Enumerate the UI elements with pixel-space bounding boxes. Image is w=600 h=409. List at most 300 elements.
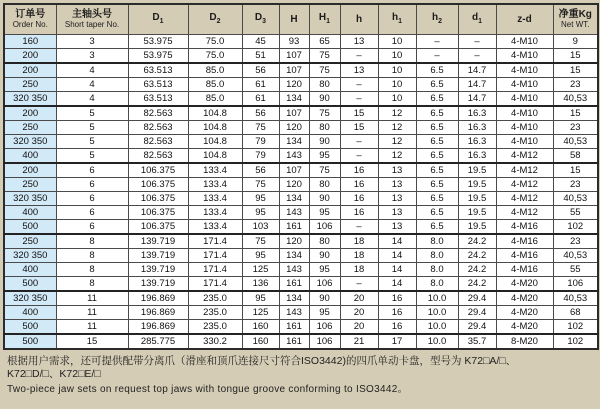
spec-cell: 4 — [56, 78, 128, 92]
spec-cell: 90 — [309, 192, 340, 206]
column-header: $d_1$ — [458, 4, 496, 35]
spec-cell: 120 — [279, 178, 309, 192]
order-no-cell: 250 — [4, 178, 56, 192]
spec-cell: 75 — [309, 49, 340, 64]
spec-cell: 14 — [378, 249, 416, 263]
spec-cell: 29.4 — [458, 291, 496, 306]
spec-cell: 20 — [340, 320, 378, 335]
spec-cell: 19.5 — [458, 178, 496, 192]
spec-cell: 4-M12 — [496, 163, 553, 178]
table-row — [4, 135, 598, 149]
spec-cell: 6.5 — [416, 178, 458, 192]
spec-cell: 61 — [242, 92, 279, 107]
table-row — [4, 306, 598, 320]
spec-cell: 11 — [56, 291, 128, 306]
spec-cell: 16.3 — [458, 135, 496, 149]
spec-cell: 63.513 — [128, 78, 188, 92]
spec-cell: 63.513 — [128, 63, 188, 78]
spec-cell: 15 — [553, 63, 598, 78]
spec-cell: 85.0 — [188, 63, 242, 78]
spec-cell: 19.5 — [458, 220, 496, 235]
spec-cell: 23 — [553, 234, 598, 249]
spec-cell: 285.775 — [128, 334, 188, 349]
note-zh-line2: K72□D/□、K72□E/□ — [7, 368, 101, 380]
spec-cell: 6.5 — [416, 92, 458, 107]
spec-cell: 120 — [279, 78, 309, 92]
spec-cell: 161 — [279, 220, 309, 235]
note-zh-line1: 根据用户需求，还可提供配带分离爪（滑座和顶爪连接尺寸符合ISO3442)的四爪单动卡盘，型号为 K72□A/□、 — [7, 355, 517, 367]
spec-cell: 4-M16 — [496, 220, 553, 235]
spec-cell: 106.375 — [128, 206, 188, 220]
spec-cell: 143 — [279, 206, 309, 220]
spec-cell: 143 — [279, 263, 309, 277]
spec-cell: 143 — [279, 306, 309, 320]
table-row — [4, 178, 598, 192]
order-no-cell: 250 — [4, 121, 56, 135]
spec-cell: 65 — [309, 35, 340, 49]
table-row — [4, 277, 598, 292]
spec-cell: 95 — [309, 263, 340, 277]
spec-cell: 16 — [378, 291, 416, 306]
spec-cell: 161 — [279, 334, 309, 349]
spec-cell: 4-M10 — [496, 121, 553, 135]
table-row — [4, 220, 598, 235]
spec-cell: 4-M10 — [496, 35, 553, 49]
spec-cell: 10.0 — [416, 320, 458, 335]
spec-cell: 17 — [378, 334, 416, 349]
spec-cell: 75 — [242, 178, 279, 192]
table-row — [4, 291, 598, 306]
spec-cell: 134 — [279, 192, 309, 206]
spec-cell: 12 — [378, 149, 416, 164]
order-no-cell: 400 — [4, 306, 56, 320]
spec-cell: 93 — [279, 35, 309, 49]
spec-cell: 6 — [56, 192, 128, 206]
spec-cell: 5 — [56, 121, 128, 135]
spec-cell: 133.4 — [188, 206, 242, 220]
spec-cell: 125 — [242, 306, 279, 320]
spec-cell: 104.8 — [188, 149, 242, 164]
spec-cell: 125 — [242, 263, 279, 277]
spec-cell: 75.0 — [188, 35, 242, 49]
table-header — [4, 4, 598, 35]
column-header: 净重Kg Net WT. — [553, 4, 598, 35]
order-no-cell: 500 — [4, 320, 56, 335]
spec-cell: 75 — [309, 106, 340, 121]
order-no-cell: 160 — [4, 35, 56, 49]
spec-cell: – — [458, 49, 496, 64]
spec-cell: 18 — [340, 263, 378, 277]
spec-cell: 16 — [340, 178, 378, 192]
spec-cell: 29.4 — [458, 320, 496, 335]
spec-cell: 56 — [242, 63, 279, 78]
spec-cell: 133.4 — [188, 163, 242, 178]
spec-cell: 4-M10 — [496, 92, 553, 107]
spec-cell: 24.2 — [458, 277, 496, 292]
spec-cell: 133.4 — [188, 220, 242, 235]
spec-cell: 12 — [378, 135, 416, 149]
order-no-cell: 200 — [4, 106, 56, 121]
spec-cell: 4-M16 — [496, 234, 553, 249]
spec-cell: 171.4 — [188, 249, 242, 263]
spec-cell: 19.5 — [458, 163, 496, 178]
spec-cell: 24.2 — [458, 249, 496, 263]
order-no-cell: 400 — [4, 263, 56, 277]
spec-cell: 90 — [309, 291, 340, 306]
spec-cell: 4-M12 — [496, 178, 553, 192]
table-row — [4, 206, 598, 220]
spec-cell: 4-M10 — [496, 63, 553, 78]
spec-cell: 6 — [56, 220, 128, 235]
order-no-cell: 500 — [4, 334, 56, 349]
table-body — [4, 35, 598, 350]
spec-cell: 6 — [56, 163, 128, 178]
spec-cell: 90 — [309, 92, 340, 107]
spec-cell: 6.5 — [416, 63, 458, 78]
spec-cell: 5 — [56, 106, 128, 121]
column-header: $D_3$ — [242, 4, 279, 35]
spec-cell: 14.7 — [458, 63, 496, 78]
table-row — [4, 63, 598, 78]
spec-cell: 133.4 — [188, 178, 242, 192]
order-no-cell: 500 — [4, 277, 56, 292]
spec-cell: 106 — [309, 277, 340, 292]
spec-cell: 75 — [309, 163, 340, 178]
spec-cell: 18 — [340, 249, 378, 263]
spec-cell: 90 — [309, 135, 340, 149]
order-no-cell: 200 — [4, 63, 56, 78]
spec-cell: 75 — [309, 63, 340, 78]
spec-cell: 161 — [279, 277, 309, 292]
spec-cell: 14 — [378, 277, 416, 292]
spec-cell: – — [340, 149, 378, 164]
spec-cell: 51 — [242, 49, 279, 64]
spec-cell: 6 — [56, 206, 128, 220]
spec-cell: 85.0 — [188, 78, 242, 92]
table-row — [4, 78, 598, 92]
spec-cell: 160 — [242, 320, 279, 335]
spec-cell: 6.5 — [416, 106, 458, 121]
spec-cell: 11 — [56, 306, 128, 320]
spec-cell: 6.5 — [416, 163, 458, 178]
spec-cell: 106 — [309, 220, 340, 235]
spec-cell: 330.2 — [188, 334, 242, 349]
spec-cell: 13 — [340, 35, 378, 49]
note-en: Two-piece jaw sets on request top jaws with tongue groove conforming to ISO3442。 — [7, 384, 408, 395]
spec-cell: 61 — [242, 78, 279, 92]
spec-cell: 19.5 — [458, 192, 496, 206]
spec-cell: 79 — [242, 149, 279, 164]
spec-cell: 3 — [56, 49, 128, 64]
spec-cell: 134 — [279, 291, 309, 306]
spec-cell: – — [340, 277, 378, 292]
spec-cell: 16 — [340, 206, 378, 220]
spec-cell: 10 — [378, 49, 416, 64]
spec-cell: 4-M20 — [496, 277, 553, 292]
table-row — [4, 320, 598, 335]
order-no-cell: 400 — [4, 206, 56, 220]
spec-cell: 143 — [279, 149, 309, 164]
table-row — [4, 35, 598, 49]
spec-cell: 16 — [340, 192, 378, 206]
table-row — [4, 192, 598, 206]
spec-cell: 161 — [279, 320, 309, 335]
spec-cell: 6.5 — [416, 78, 458, 92]
spec-cell: 10.0 — [416, 334, 458, 349]
table-row — [4, 149, 598, 164]
spec-cell: 14.7 — [458, 92, 496, 107]
spec-cell: 79 — [242, 135, 279, 149]
spec-cell: 9 — [553, 35, 598, 49]
spec-cell: 53.975 — [128, 35, 188, 49]
table-row — [4, 234, 598, 249]
spec-cell: 75 — [242, 121, 279, 135]
spec-cell: 40,53 — [553, 192, 598, 206]
spec-cell: 102 — [553, 320, 598, 335]
spec-cell: 40,53 — [553, 92, 598, 107]
spec-cell: 4-M16 — [496, 249, 553, 263]
spec-cell: 3 — [56, 35, 128, 49]
table-row — [4, 249, 598, 263]
spec-cell: 53.975 — [128, 49, 188, 64]
spec-cell: 171.4 — [188, 263, 242, 277]
spec-cell: 6.5 — [416, 192, 458, 206]
spec-cell: 56 — [242, 106, 279, 121]
spec-cell: 11 — [56, 320, 128, 335]
column-header: 主轴头号 Short taper No. — [56, 4, 128, 35]
spec-cell: 13 — [378, 178, 416, 192]
spec-cell: 10 — [378, 92, 416, 107]
column-header: H — [279, 4, 309, 35]
spec-cell: 139.719 — [128, 249, 188, 263]
spec-cell: 40,53 — [553, 291, 598, 306]
spec-cell: 6.5 — [416, 149, 458, 164]
spec-cell: 68 — [553, 306, 598, 320]
spec-cell: 103 — [242, 220, 279, 235]
spec-cell: 75 — [242, 234, 279, 249]
spec-cell: 4-M10 — [496, 135, 553, 149]
spec-cell: 10 — [378, 63, 416, 78]
spec-cell: – — [416, 49, 458, 64]
spec-cell: 16 — [340, 163, 378, 178]
spec-cell: 4-M16 — [496, 263, 553, 277]
spec-cell: 13 — [378, 163, 416, 178]
spec-cell: 82.563 — [128, 106, 188, 121]
spec-cell: 10 — [378, 78, 416, 92]
spec-cell: 24.2 — [458, 263, 496, 277]
order-no-cell: 320 350 — [4, 135, 56, 149]
column-header: $D_2$ — [188, 4, 242, 35]
spec-cell: 40,53 — [553, 135, 598, 149]
spec-cell: 8 — [56, 234, 128, 249]
spec-cell: 16.3 — [458, 149, 496, 164]
spec-cell: 139.719 — [128, 263, 188, 277]
spec-cell: 235.0 — [188, 320, 242, 335]
spec-cell: – — [416, 35, 458, 49]
spec-cell: 8 — [56, 263, 128, 277]
spec-cell: 10.0 — [416, 291, 458, 306]
table-row — [4, 49, 598, 64]
spec-cell: 196.869 — [128, 320, 188, 335]
spec-cell: 104.8 — [188, 106, 242, 121]
spec-cell: 139.719 — [128, 234, 188, 249]
column-header: $D_1$ — [128, 4, 188, 35]
column-header: h — [340, 4, 378, 35]
spec-cell: 15 — [340, 121, 378, 135]
spec-cell: 20 — [340, 306, 378, 320]
spec-cell: 4-M12 — [496, 149, 553, 164]
spec-cell: – — [340, 92, 378, 107]
spec-cell: 23 — [553, 121, 598, 135]
header-row — [4, 4, 598, 35]
order-no-cell: 500 — [4, 220, 56, 235]
spec-cell: 134 — [279, 92, 309, 107]
spec-cell: 6.5 — [416, 121, 458, 135]
spec-cell: 8 — [56, 249, 128, 263]
order-no-cell: 320 350 — [4, 192, 56, 206]
spec-cell: 8.0 — [416, 277, 458, 292]
spec-cell: 171.4 — [188, 234, 242, 249]
spec-cell: 75.0 — [188, 49, 242, 64]
spec-cell: – — [340, 78, 378, 92]
spec-cell: 15 — [553, 49, 598, 64]
spec-cell: 63.513 — [128, 92, 188, 107]
spec-cell: 4-M10 — [496, 106, 553, 121]
spec-cell: 136 — [242, 277, 279, 292]
column-header: $H_1$ — [309, 4, 340, 35]
spec-cell: 80 — [309, 78, 340, 92]
spec-cell: 120 — [279, 234, 309, 249]
spec-cell: 235.0 — [188, 291, 242, 306]
spec-cell: 196.869 — [128, 306, 188, 320]
spec-cell: 235.0 — [188, 306, 242, 320]
spec-cell: 55 — [553, 263, 598, 277]
spec-cell: 12 — [378, 121, 416, 135]
spec-cell: 160 — [242, 334, 279, 349]
spec-table — [3, 3, 599, 350]
spec-cell: 8.0 — [416, 263, 458, 277]
spec-cell: 104.8 — [188, 121, 242, 135]
column-header: $h_1$ — [378, 4, 416, 35]
spec-cell: 19.5 — [458, 206, 496, 220]
spec-cell: 102 — [553, 220, 598, 235]
spec-cell: 13 — [378, 192, 416, 206]
spec-cell: 107 — [279, 106, 309, 121]
spec-cell: 58 — [553, 149, 598, 164]
spec-cell: 85.0 — [188, 92, 242, 107]
spec-cell: 95 — [309, 206, 340, 220]
spec-cell: 95 — [309, 306, 340, 320]
spec-cell: 6.5 — [416, 220, 458, 235]
spec-cell: 16 — [378, 306, 416, 320]
spec-cell: 6 — [56, 178, 128, 192]
spec-cell: 14 — [378, 263, 416, 277]
spec-cell: 80 — [309, 234, 340, 249]
spec-cell: 15 — [56, 334, 128, 349]
spec-cell: 4-M20 — [496, 291, 553, 306]
column-header: 订单号 Order No. — [4, 4, 56, 35]
spec-cell: 13 — [340, 63, 378, 78]
spec-cell: 106.375 — [128, 192, 188, 206]
spec-cell: 139.719 — [128, 277, 188, 292]
spec-cell: 4-M12 — [496, 192, 553, 206]
spec-cell: 90 — [309, 249, 340, 263]
column-header: $h_2$ — [416, 4, 458, 35]
spec-cell: 8.0 — [416, 234, 458, 249]
spec-cell: 10 — [378, 35, 416, 49]
spec-cell: 16.3 — [458, 121, 496, 135]
spec-cell: 95 — [242, 192, 279, 206]
spec-cell: 134 — [279, 135, 309, 149]
spec-cell: – — [340, 220, 378, 235]
spec-cell: 13 — [378, 220, 416, 235]
spec-cell: 6.5 — [416, 206, 458, 220]
spec-cell: 133.4 — [188, 192, 242, 206]
table-row — [4, 92, 598, 107]
spec-cell: 82.563 — [128, 121, 188, 135]
spec-cell: 45 — [242, 35, 279, 49]
spec-cell: 16.3 — [458, 106, 496, 121]
spec-cell: 15 — [553, 163, 598, 178]
spec-cell: 82.563 — [128, 135, 188, 149]
table-row — [4, 106, 598, 121]
table-row — [4, 334, 598, 349]
spec-cell: – — [340, 135, 378, 149]
spec-cell: 95 — [242, 249, 279, 263]
spec-cell: 35.7 — [458, 334, 496, 349]
spec-cell: 95 — [309, 149, 340, 164]
spec-cell: 171.4 — [188, 277, 242, 292]
spec-cell: 120 — [279, 121, 309, 135]
spec-cell: 106.375 — [128, 178, 188, 192]
spec-cell: 18 — [340, 234, 378, 249]
order-no-cell: 250 — [4, 78, 56, 92]
spec-cell: 24.2 — [458, 234, 496, 249]
spec-cell: 56 — [242, 163, 279, 178]
spec-cell: 23 — [553, 178, 598, 192]
spec-cell: 107 — [279, 163, 309, 178]
spec-cell: 107 — [279, 63, 309, 78]
spec-cell: 23 — [553, 78, 598, 92]
spec-cell: 106.375 — [128, 163, 188, 178]
order-no-cell: 320 350 — [4, 249, 56, 263]
spec-cell: 5 — [56, 149, 128, 164]
spec-cell: 106 — [553, 277, 598, 292]
spec-cell: 4 — [56, 92, 128, 107]
column-header: z-d — [496, 4, 553, 35]
spec-cell: 4-M10 — [496, 49, 553, 64]
spec-cell: 14.7 — [458, 78, 496, 92]
spec-cell: 80 — [309, 178, 340, 192]
order-no-cell: 200 — [4, 163, 56, 178]
spec-cell: – — [458, 35, 496, 49]
spec-cell: – — [340, 49, 378, 64]
spec-cell: 14 — [378, 234, 416, 249]
spec-cell: 12 — [378, 106, 416, 121]
spec-cell: 8.0 — [416, 249, 458, 263]
spec-cell: 196.869 — [128, 291, 188, 306]
spec-cell: 40,53 — [553, 249, 598, 263]
spec-cell: 15 — [553, 106, 598, 121]
spec-cell: 4-M20 — [496, 306, 553, 320]
order-no-cell: 400 — [4, 149, 56, 164]
spec-cell: 4-M12 — [496, 206, 553, 220]
order-no-cell: 320 350 — [4, 92, 56, 107]
spec-cell: 10.0 — [416, 306, 458, 320]
spec-cell: 104.8 — [188, 135, 242, 149]
spec-cell: 16 — [378, 320, 416, 335]
spec-cell: 8 — [56, 277, 128, 292]
